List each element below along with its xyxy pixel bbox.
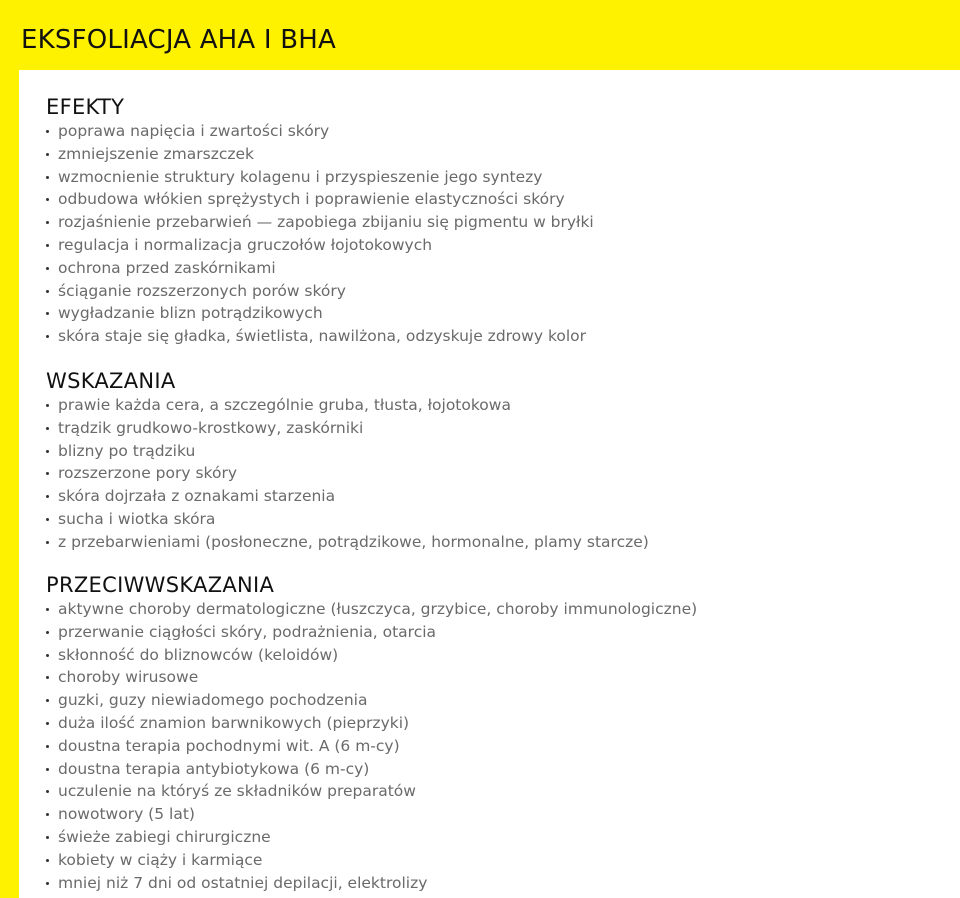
list-item-text: doustna terapia antybiotykowa (6 m-cy) xyxy=(58,759,370,778)
list-item-text: regulacja i normalizacja gruczołów łojotokowych xyxy=(58,235,433,254)
list-item-text: duża ilość znamion barwnikowych (pieprzyki) xyxy=(58,713,410,732)
bullet-icon xyxy=(46,859,49,862)
list-item xyxy=(46,325,946,348)
list-item xyxy=(46,826,946,849)
list-item xyxy=(46,302,946,325)
bullet-icon xyxy=(46,450,49,453)
list-item xyxy=(46,143,946,166)
list-item xyxy=(46,803,946,826)
list-item-text: rozjaśnienie przebarwień — zapobiega zbijaniu się pigmentu w bryłki xyxy=(58,213,594,232)
list-item xyxy=(46,666,946,689)
list-item-text: guzki, guzy niewiadomego pochodzenia xyxy=(58,691,368,710)
bullet-icon xyxy=(46,153,49,156)
section-wskazania xyxy=(46,368,946,554)
list-item xyxy=(46,234,946,257)
list-item xyxy=(46,280,946,303)
list-item xyxy=(46,120,946,143)
bullet-icon xyxy=(46,130,49,133)
list-item xyxy=(46,508,946,531)
list-item-text: ściąganie rozszerzonych porów skóry xyxy=(58,281,346,300)
list-item xyxy=(46,166,946,189)
bullet-icon xyxy=(46,654,49,657)
bullet-icon xyxy=(46,836,49,839)
bullet-icon xyxy=(46,676,49,679)
list-item-text: sucha i wiotka skóra xyxy=(58,509,216,528)
list-item-text: przerwanie ciągłości skóry, podrażnienia, otarcia xyxy=(58,622,437,641)
wskazania-list xyxy=(46,394,946,554)
list-item xyxy=(46,394,946,417)
list-item xyxy=(46,712,946,735)
list-item-text: skóra staje się gładka, świetlista, nawilżona, odzyskuje zdrowy kolor xyxy=(58,327,587,346)
section-przeciwwskazania xyxy=(46,572,946,894)
list-item xyxy=(46,531,946,554)
page-title: EKSFOLIACJA AHA I BHA xyxy=(21,25,336,55)
list-item xyxy=(46,735,946,758)
list-item-text: choroby wirusowe xyxy=(58,668,199,687)
bullet-icon xyxy=(46,221,49,224)
list-item xyxy=(46,849,946,872)
list-item-text: zmniejszenie zmarszczek xyxy=(58,144,255,163)
list-item xyxy=(46,872,946,895)
list-item xyxy=(46,758,946,781)
list-item xyxy=(46,188,946,211)
bullet-icon xyxy=(46,427,49,430)
list-item-text: wygładzanie blizn potrądzikowych xyxy=(58,304,323,323)
list-item-text: kobiety w ciąży i karmiące xyxy=(58,850,263,869)
bullet-icon xyxy=(46,699,49,702)
bullet-icon xyxy=(46,176,49,179)
list-item-text: blizny po trądziku xyxy=(58,441,196,460)
list-item xyxy=(46,780,946,803)
list-item-text: uczulenie na któryś ze składników preparatów xyxy=(58,782,416,801)
list-item-text: prawie każda cera, a szczególnie gruba, tłusta, łojotokowa xyxy=(58,396,511,414)
bullet-icon xyxy=(46,631,49,634)
list-item-text: z przebarwieniami (posłoneczne, potrądzikowe, hormonalne, plamy starcze) xyxy=(58,532,649,551)
title-band xyxy=(0,0,960,70)
bullet-icon xyxy=(46,290,49,293)
section-efekty xyxy=(46,94,946,348)
bullet-icon xyxy=(46,882,49,885)
bullet-icon xyxy=(46,813,49,816)
list-item xyxy=(46,417,946,440)
bullet-icon xyxy=(46,495,49,498)
bullet-icon xyxy=(46,518,49,521)
list-item-text: aktywne choroby dermatologiczne (łuszczyca, grzybice, choroby immunologiczne) xyxy=(58,600,698,618)
bullet-icon xyxy=(46,768,49,771)
bullet-icon xyxy=(46,745,49,748)
efekty-list xyxy=(46,120,946,348)
bullet-icon xyxy=(46,541,49,544)
bullet-icon xyxy=(46,198,49,201)
list-item-text: nowotwory (5 lat) xyxy=(58,805,195,824)
list-item xyxy=(46,257,946,280)
bullet-icon xyxy=(46,312,49,315)
list-item-text: skóra dojrzała z oznakami starzenia xyxy=(58,487,336,506)
section-heading-przeciwwskazania: PRZECIWWSKAZANIA xyxy=(46,573,275,597)
accent-stripe xyxy=(0,70,19,898)
list-item-text: wzmocnienie struktury kolagenu i przyspieszenie jego syntezy xyxy=(58,167,543,186)
bullet-icon xyxy=(46,404,49,407)
bullet-icon xyxy=(46,472,49,475)
bullet-icon xyxy=(46,335,49,338)
list-item-text: rozszerzone pory skóry xyxy=(58,464,237,483)
list-item xyxy=(46,440,946,463)
list-item-text: doustna terapia pochodnymi wit. A (6 m-cy) xyxy=(58,736,400,755)
list-item-text: odbudowa włókien sprężystych i poprawienie elastyczności skóry xyxy=(58,190,565,209)
bullet-icon xyxy=(46,722,49,725)
section-heading-efekty: EFEKTY xyxy=(46,95,125,119)
list-item xyxy=(46,485,946,508)
list-item xyxy=(46,462,946,485)
przeciwwskazania-list xyxy=(46,598,946,894)
list-item xyxy=(46,598,946,621)
list-item-text: mniej niż 7 dni od ostatniej depilacji, elektrolizy xyxy=(58,873,428,892)
list-item xyxy=(46,211,946,234)
section-heading-wskazania: WSKAZANIA xyxy=(46,369,176,393)
list-item-text: skłonność do bliznowców (keloidów) xyxy=(58,645,339,664)
list-item-text: ochrona przed zaskórnikami xyxy=(58,258,276,277)
list-item xyxy=(46,689,946,712)
bullet-icon xyxy=(46,790,49,793)
list-item-text: świeże zabiegi chirurgiczne xyxy=(58,827,271,846)
list-item xyxy=(46,644,946,667)
bullet-icon xyxy=(46,244,49,247)
list-item-text: poprawa napięcia i zwartości skóry xyxy=(58,122,330,140)
bullet-icon xyxy=(46,267,49,270)
bullet-icon xyxy=(46,608,49,611)
list-item-text: trądzik grudkowo-krostkowy, zaskórniki xyxy=(58,418,364,437)
list-item xyxy=(46,621,946,644)
